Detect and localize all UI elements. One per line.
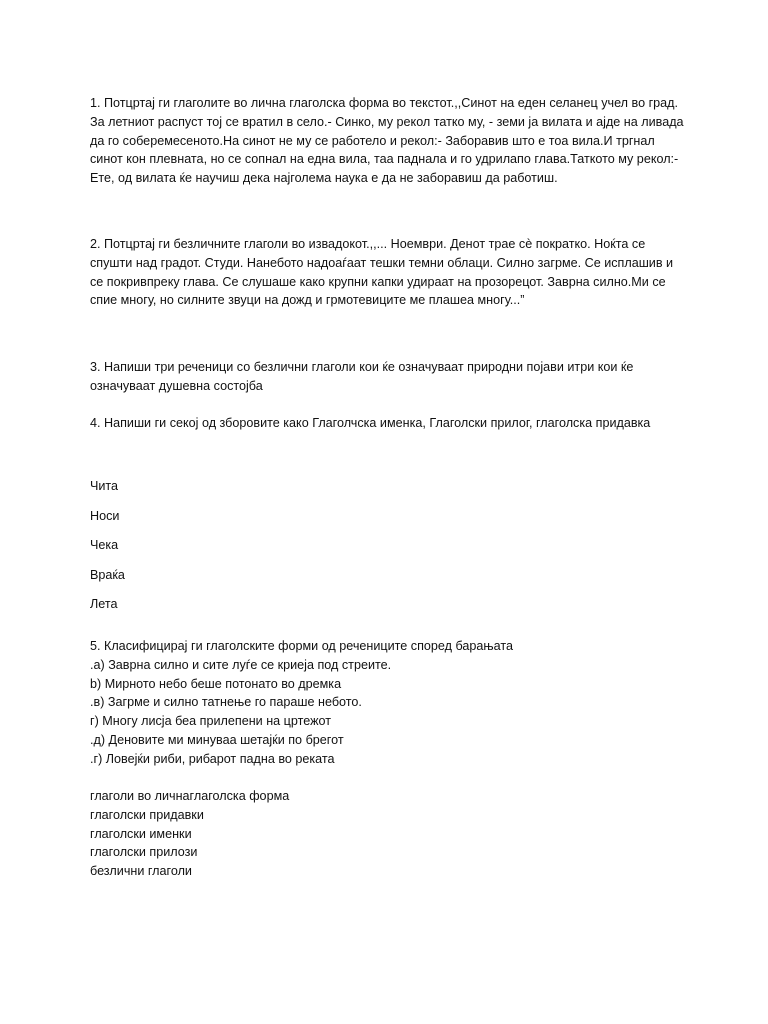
category-item: глаголски прилози bbox=[90, 845, 198, 860]
task-2-line: 2. Потцртај ги безличните глаголи во извадокот.,,... Ноември. Денот трае сè пократко. Ноќта се bbox=[90, 237, 646, 251]
task-5-heading: 5. Класифицирај ги глаголските форми од речениците според барањата bbox=[90, 639, 514, 653]
task-1-line: синот кон плевната, но се сопнал на една вила, таа паднала и го удрилапо глава.Таткото му рекол:- bbox=[90, 152, 679, 167]
task-1-line: да го соберемесеното.На синот не му се работело и рекол:- Заборавив што е тоа вила.И тргнал bbox=[90, 133, 655, 148]
task-2-paragraph bbox=[90, 235, 690, 310]
category-item: глаголски именки bbox=[90, 826, 192, 841]
verb-item: Враќа bbox=[90, 567, 125, 582]
category-list bbox=[90, 787, 690, 881]
task-1-line: 1. Потцртај ги глаголите во лична глаголска форма во текстот.,,Синот на еден селанец учел во град. bbox=[90, 96, 679, 110]
task-5-paragraph bbox=[90, 637, 690, 769]
task-2-line: се покривпреку глава. Се слушаше како крупни капки удираат на прозорецот. Заврна силно.Ми се bbox=[90, 274, 666, 289]
category-item: безлични глаголи bbox=[90, 864, 192, 879]
verb-item: Лета bbox=[90, 597, 118, 611]
category-item: глаголски придавки bbox=[90, 807, 204, 822]
verb-list bbox=[90, 472, 690, 620]
task-3-line: означуваат душевна состојба bbox=[90, 378, 263, 393]
task-3-paragraph bbox=[90, 358, 690, 396]
task-1-paragraph bbox=[90, 94, 690, 188]
task-5-sentence: .д) Деновите ми минуваа шетајќи по брегот bbox=[90, 732, 344, 747]
task-2-line: спие многу, но силните звуци на дожд и грмотевиците ме плашеа многу...” bbox=[90, 293, 525, 308]
task-5-sentence: b) Мирното небо беше потонато во дремка bbox=[90, 676, 342, 691]
task-5-sentence: г) Многу лисја беа прилепени на цртежот bbox=[90, 714, 332, 729]
task-1-line: Ете, од вилата ќе научиш дека најголема наука е да не заборавиш да работиш. bbox=[90, 171, 558, 186]
task-1-line: За летниот распуст тој се вратил в село.- Синко, му рекол татко му, - земи ја вилата и ајде на ливада bbox=[90, 114, 684, 129]
task-5-sentence: .а) Заврна силно и сите луѓе се криеја под стреите. bbox=[90, 657, 392, 672]
verb-item: Чита bbox=[90, 479, 119, 493]
verb-item: Носи bbox=[90, 508, 120, 523]
category-item: глаголи во личнаглаголска форма bbox=[90, 789, 290, 803]
task-5-sentence: .в) Загрме и силно татнење го параше небото. bbox=[90, 695, 362, 710]
verb-item: Чека bbox=[90, 538, 119, 552]
task-3-line: 3. Напиши три реченици со безлични глаголи кои ќе означуваат природни појави итри кои ќе bbox=[90, 360, 634, 374]
task-4-paragraph bbox=[90, 414, 690, 433]
task-5-sentence: .г) Ловејќи риби, рибарот падна во реката bbox=[90, 751, 335, 766]
task-4-line: 4. Напиши ги секој од зборовите како Глаголчска именка, Глаголски прилог, глаголска придавка bbox=[90, 416, 651, 430]
task-2-line: спушти над градот. Студи. Нанебото надоаѓаат тешки темни облаци. Силно загрме. Се исплашив и bbox=[90, 255, 674, 270]
